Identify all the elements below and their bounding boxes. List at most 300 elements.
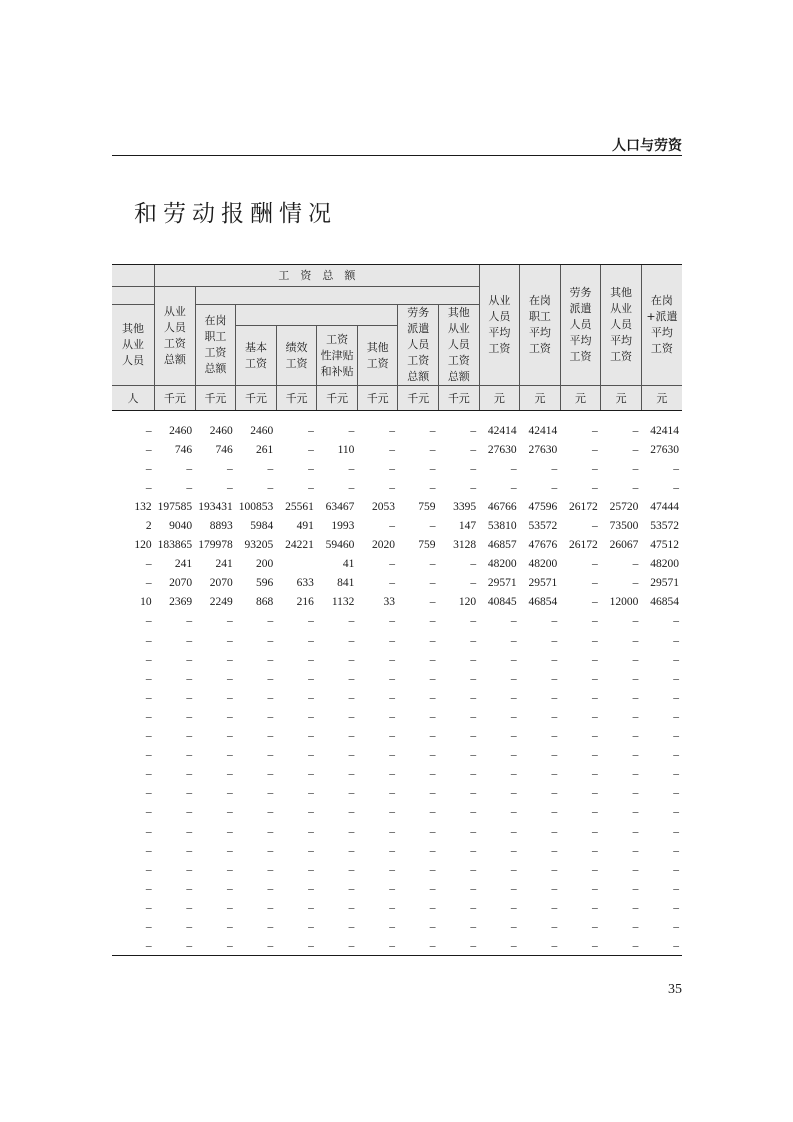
table-cell: 193431: [198, 500, 233, 513]
table-cell: –: [551, 787, 558, 800]
table-cell: –: [226, 653, 233, 666]
table-cell: 48200: [487, 558, 517, 571]
table-cell: –: [145, 787, 152, 800]
table-cell: –: [348, 424, 355, 437]
table-cell: 746: [215, 443, 233, 456]
table-cell: –: [551, 634, 558, 647]
table-cell: –: [632, 558, 639, 571]
table-cell: –: [348, 749, 355, 762]
table-cell: –: [267, 749, 274, 762]
table-cell: –: [145, 863, 152, 876]
col-header-1: 从业 人员 工资 总额: [155, 287, 196, 386]
table-cell: 841: [337, 577, 355, 590]
table-cell: –: [348, 882, 355, 895]
table-cell: –: [673, 825, 679, 838]
table-cell: –: [186, 615, 193, 628]
table-cell: –: [267, 825, 274, 838]
table-cell: –: [348, 672, 355, 685]
table-cell: 33: [383, 596, 395, 609]
header-corner-top: [112, 265, 155, 287]
table-cell: 42414: [650, 424, 679, 437]
table-cell: –: [510, 672, 517, 685]
table-cell: –: [470, 806, 477, 819]
col-header-8: 其他 从业 人员 工资 总额: [439, 305, 480, 386]
unit-cell: 千元: [155, 386, 196, 411]
table-cell: –: [632, 615, 639, 628]
table-cell: –: [510, 749, 517, 762]
table-cell: 868: [256, 596, 274, 609]
table-cell: 53572: [528, 520, 558, 533]
table-cell: –: [592, 443, 598, 456]
table-cell: –: [186, 882, 193, 895]
table-cell: 53572: [650, 520, 679, 533]
table-cell: –: [348, 730, 355, 743]
table-cell: –: [632, 825, 639, 838]
table-cell: –: [186, 634, 193, 647]
table-cell: –: [348, 481, 355, 494]
table-row: [112, 803, 682, 822]
table-cell: –: [592, 634, 598, 647]
table-cell: –: [429, 577, 436, 590]
unit-cell: 千元: [439, 386, 480, 411]
table-cell: –: [226, 882, 233, 895]
table-cell: –: [470, 901, 477, 914]
table-cell: –: [308, 424, 314, 437]
table-cell: –: [632, 920, 639, 933]
table-cell: –: [267, 653, 274, 666]
table-cell: –: [592, 787, 598, 800]
table-cell: 2070: [209, 577, 233, 590]
table-cell: 73500: [609, 520, 639, 533]
table-cell: –: [592, 481, 598, 494]
table-cell: 10: [140, 596, 152, 609]
unit-cell: 元: [520, 386, 561, 411]
table-cell: –: [186, 730, 193, 743]
table-cell: –: [308, 901, 314, 914]
table-cell: –: [592, 863, 598, 876]
table-cell: –: [186, 481, 193, 494]
table-cell: –: [186, 672, 193, 685]
table-cell: –: [389, 749, 395, 762]
table-cell: –: [429, 462, 436, 475]
table-row: [112, 497, 682, 516]
table-cell: –: [551, 691, 558, 704]
table-cell: –: [348, 653, 355, 666]
table-cell: –: [145, 462, 152, 475]
table-cell: –: [389, 901, 395, 914]
table-cell: –: [389, 443, 395, 456]
table-cell: –: [673, 863, 679, 876]
table-cell: –: [145, 710, 152, 723]
table-cell: 3395: [453, 500, 477, 513]
table-cell: –: [632, 768, 639, 781]
table-cell: –: [673, 749, 679, 762]
table-cell: –: [145, 424, 152, 437]
table-cell: –: [389, 653, 395, 666]
table-cell: 48200: [528, 558, 558, 571]
table-cell: –: [632, 653, 639, 666]
table-cell: 12000: [609, 596, 639, 609]
table-cell: 120: [134, 539, 152, 552]
table-cell: –: [389, 844, 395, 857]
unit-cell: 元: [641, 386, 682, 411]
table-cell: –: [267, 787, 274, 800]
table-cell: 183865: [157, 539, 193, 552]
table-cell: –: [592, 462, 598, 475]
table-cell: –: [267, 920, 274, 933]
table-cell: –: [267, 691, 274, 704]
col-header-6: 其他 工资: [357, 326, 398, 386]
table-cell: –: [145, 844, 152, 857]
table-cell: 47596: [528, 500, 558, 513]
table-cell: –: [389, 940, 395, 953]
table-row: [112, 822, 682, 841]
table-cell: –: [186, 749, 193, 762]
table-cell: 2460: [250, 424, 274, 437]
table-cell: 759: [418, 539, 436, 552]
table-cell: –: [470, 443, 477, 456]
table-cell: –: [308, 672, 314, 685]
table-cell: 746: [174, 443, 193, 456]
table-cell: –: [267, 768, 274, 781]
table-cell: 2460: [169, 424, 193, 437]
table-cell: –: [186, 844, 193, 857]
wage-table: [112, 264, 682, 956]
table-cell: –: [592, 825, 598, 838]
table-cell: –: [389, 615, 395, 628]
table-cell: –: [389, 424, 395, 437]
table-cell: –: [429, 749, 436, 762]
table-row: [112, 612, 682, 631]
table-cell: –: [551, 481, 558, 494]
table-cell: –: [510, 787, 517, 800]
table-cell: 241: [215, 558, 233, 571]
table-cell: –: [267, 634, 274, 647]
table-cell: –: [389, 863, 395, 876]
table-cell: –: [226, 710, 233, 723]
table-cell: –: [226, 730, 233, 743]
subgroup-spacer: [236, 305, 398, 326]
table-row: [112, 574, 682, 593]
table-cell: –: [348, 710, 355, 723]
table-row: [112, 937, 682, 956]
table-row: [112, 784, 682, 803]
table-cell: –: [186, 825, 193, 838]
table-cell: –: [226, 691, 233, 704]
table-cell: 47512: [650, 539, 679, 552]
table-row: [112, 688, 682, 707]
table-cell: –: [145, 768, 152, 781]
table-cell: 2053: [371, 500, 395, 513]
table-cell: –: [226, 634, 233, 647]
table-cell: –: [673, 730, 679, 743]
table-cell: –: [145, 806, 152, 819]
table-cell: –: [267, 462, 274, 475]
table-cell: –: [429, 672, 436, 685]
table-cell: 100853: [238, 500, 274, 513]
table-cell: –: [592, 558, 598, 571]
table-cell: –: [673, 691, 679, 704]
table-cell: –: [186, 462, 193, 475]
table-cell: –: [429, 768, 436, 781]
table-row: [112, 917, 682, 936]
table-cell: –: [673, 672, 679, 685]
table-row: [112, 650, 682, 669]
table-cell: –: [632, 940, 639, 953]
table-cell: –: [267, 863, 274, 876]
table-cell: 47444: [650, 500, 679, 513]
table-cell: 8893: [209, 520, 233, 533]
table-cell: –: [389, 710, 395, 723]
table-cell: –: [389, 462, 395, 475]
table-cell: –: [470, 863, 477, 876]
table-cell: –: [592, 691, 598, 704]
table-cell: –: [470, 882, 477, 895]
table-cell: –: [186, 768, 193, 781]
table-cell: 29571: [528, 577, 558, 590]
table-cell: –: [226, 749, 233, 762]
table-cell: –: [551, 749, 558, 762]
unit-cell: 千元: [276, 386, 317, 411]
table-row: [112, 536, 682, 555]
table-cell: –: [226, 768, 233, 781]
table-cell: –: [186, 806, 193, 819]
table-cell: –: [592, 920, 598, 933]
table-cell: –: [551, 710, 558, 723]
table-cell: –: [592, 882, 598, 895]
table-cell: –: [226, 863, 233, 876]
table-cell: 59460: [325, 539, 355, 552]
table-cell: –: [226, 920, 233, 933]
table-cell: –: [551, 901, 558, 914]
table-cell: –: [389, 882, 395, 895]
unit-cell: 元: [601, 386, 642, 411]
table-cell: –: [186, 653, 193, 666]
table-cell: –: [429, 520, 436, 533]
table-cell: –: [429, 424, 436, 437]
table-cell: –: [470, 920, 477, 933]
table-cell: –: [145, 481, 152, 494]
col-header-5: 工资 性津贴 和补贴: [317, 326, 358, 386]
table-cell: –: [267, 710, 274, 723]
table-cell: –: [470, 787, 477, 800]
table-cell: –: [389, 481, 395, 494]
table-cell: –: [592, 844, 598, 857]
unit-cell: 人: [112, 386, 155, 411]
table-cell: –: [348, 901, 355, 914]
table-cell: –: [267, 901, 274, 914]
unit-cell: 千元: [195, 386, 236, 411]
table-cell: –: [592, 596, 598, 609]
wage-total-group-header: 工 资 总 额: [155, 265, 480, 287]
table-cell: –: [308, 481, 314, 494]
table-cell: –: [308, 691, 314, 704]
table-cell: –: [673, 787, 679, 800]
section-header: 人口与劳资: [612, 138, 682, 154]
table-cell: 2460: [209, 424, 233, 437]
table-row: [112, 440, 682, 459]
table-cell: –: [551, 863, 558, 876]
table-cell: –: [632, 462, 639, 475]
table-cell: –: [673, 920, 679, 933]
table-cell: –: [510, 825, 517, 838]
table-cell: –: [632, 749, 639, 762]
table-cell: 48200: [650, 558, 679, 571]
table-cell: –: [145, 825, 152, 838]
table-row: [112, 478, 682, 497]
table-cell: –: [389, 730, 395, 743]
table-cell: –: [308, 634, 314, 647]
table-cell: 26172: [569, 500, 598, 513]
table-cell: –: [632, 787, 639, 800]
table-cell: –: [348, 825, 355, 838]
table-cell: –: [592, 520, 598, 533]
table-cell: –: [186, 863, 193, 876]
table-row: [112, 593, 682, 612]
table-cell: –: [510, 882, 517, 895]
table-cell: –: [389, 577, 395, 590]
table-cell: 261: [256, 443, 274, 456]
table-cell: –: [470, 462, 477, 475]
table-cell: –: [429, 443, 436, 456]
table-row: [112, 746, 682, 765]
table-cell: –: [145, 901, 152, 914]
table-cell: –: [551, 940, 558, 953]
table-cell: 42414: [528, 424, 558, 437]
table-cell: –: [470, 844, 477, 857]
table-cell: –: [510, 691, 517, 704]
table-cell: –: [632, 710, 639, 723]
table-cell: –: [348, 920, 355, 933]
table-cell: –: [145, 882, 152, 895]
table-cell: –: [470, 615, 477, 628]
unit-cell: 元: [479, 386, 520, 411]
table-cell: –: [510, 920, 517, 933]
table-cell: 596: [256, 577, 274, 590]
table-cell: –: [429, 806, 436, 819]
table-cell: –: [145, 615, 152, 628]
unit-cell: 千元: [317, 386, 358, 411]
table-cell: 216: [296, 596, 314, 609]
table-cell: –: [510, 806, 517, 819]
table-cell: –: [186, 691, 193, 704]
table-cell: –: [389, 634, 395, 647]
table-cell: –: [226, 901, 233, 914]
table-cell: 25561: [285, 500, 314, 513]
table-cell: 2020: [371, 539, 395, 552]
table-cell: 200: [256, 558, 274, 571]
table-row: [112, 669, 682, 688]
table-header: [112, 265, 682, 411]
table-cell: –: [145, 653, 152, 666]
table-cell: –: [429, 710, 436, 723]
table-row: [112, 459, 682, 478]
table-cell: –: [267, 481, 274, 494]
table-cell: –: [226, 844, 233, 857]
table-row: [112, 727, 682, 746]
table-cell: –: [429, 653, 436, 666]
table-cell: –: [308, 806, 314, 819]
table-cell: –: [673, 768, 679, 781]
table-cell: –: [551, 920, 558, 933]
table-cell: –: [510, 615, 517, 628]
table-cell: –: [429, 634, 436, 647]
table-cell: –: [145, 730, 152, 743]
table-cell: –: [389, 825, 395, 838]
table-cell: –: [145, 920, 152, 933]
table-cell: –: [186, 940, 193, 953]
table-cell: –: [145, 749, 152, 762]
table-cell: 26172: [569, 539, 598, 552]
unit-cell: 千元: [357, 386, 398, 411]
header-corner-mid: [112, 287, 155, 305]
table-cell: –: [632, 691, 639, 704]
table-cell: 27630: [528, 443, 558, 456]
table-cell: –: [632, 634, 639, 647]
table-cell: 27630: [650, 443, 679, 456]
table-cell: –: [429, 481, 436, 494]
top-gap-row: [112, 411, 682, 422]
table-cell: –: [389, 520, 395, 533]
table-cell: 9040: [169, 520, 193, 533]
col-header-2: 在岗 职工 工资 总额: [195, 305, 236, 386]
table-cell: –: [510, 481, 517, 494]
table-cell: –: [145, 443, 152, 456]
table-cell: –: [551, 844, 558, 857]
table-cell: –: [145, 691, 152, 704]
table-cell: –: [308, 787, 314, 800]
table-cell: 40845: [487, 596, 517, 609]
table-cell: –: [429, 920, 436, 933]
table-cell: –: [470, 672, 477, 685]
table-cell: –: [632, 443, 639, 456]
table-cell: –: [429, 596, 436, 609]
table-cell: –: [186, 710, 193, 723]
col-header-10: 在岗 职工 平均 工资: [520, 265, 561, 386]
units-row: [112, 386, 682, 411]
table-cell: –: [308, 443, 314, 456]
table-cell: –: [226, 481, 233, 494]
table-cell: –: [267, 882, 274, 895]
table-row: [112, 707, 682, 726]
table-cell: –: [551, 653, 558, 666]
table-cell: –: [592, 940, 598, 953]
table-cell: 46854: [650, 596, 679, 609]
table-cell: –: [470, 768, 477, 781]
table-cell: –: [470, 730, 477, 743]
table-cell: –: [470, 653, 477, 666]
table-row: [112, 879, 682, 898]
table-cell: –: [429, 825, 436, 838]
table-cell: –: [592, 653, 598, 666]
table-cell: –: [429, 787, 436, 800]
table-cell: –: [308, 863, 314, 876]
table-cell: –: [673, 634, 679, 647]
table-cell: –: [226, 462, 233, 475]
table-cell: 3128: [453, 539, 477, 552]
table-cell: –: [470, 710, 477, 723]
table-cell: –: [145, 672, 152, 685]
wage-table-container: [112, 264, 682, 956]
table-cell: –: [592, 710, 598, 723]
table-cell: –: [429, 730, 436, 743]
table-cell: –: [145, 634, 152, 647]
table-cell: 179978: [198, 539, 233, 552]
table-row: [112, 860, 682, 879]
table-cell: –: [592, 806, 598, 819]
table-cell: –: [470, 634, 477, 647]
table-cell: 46854: [528, 596, 558, 609]
